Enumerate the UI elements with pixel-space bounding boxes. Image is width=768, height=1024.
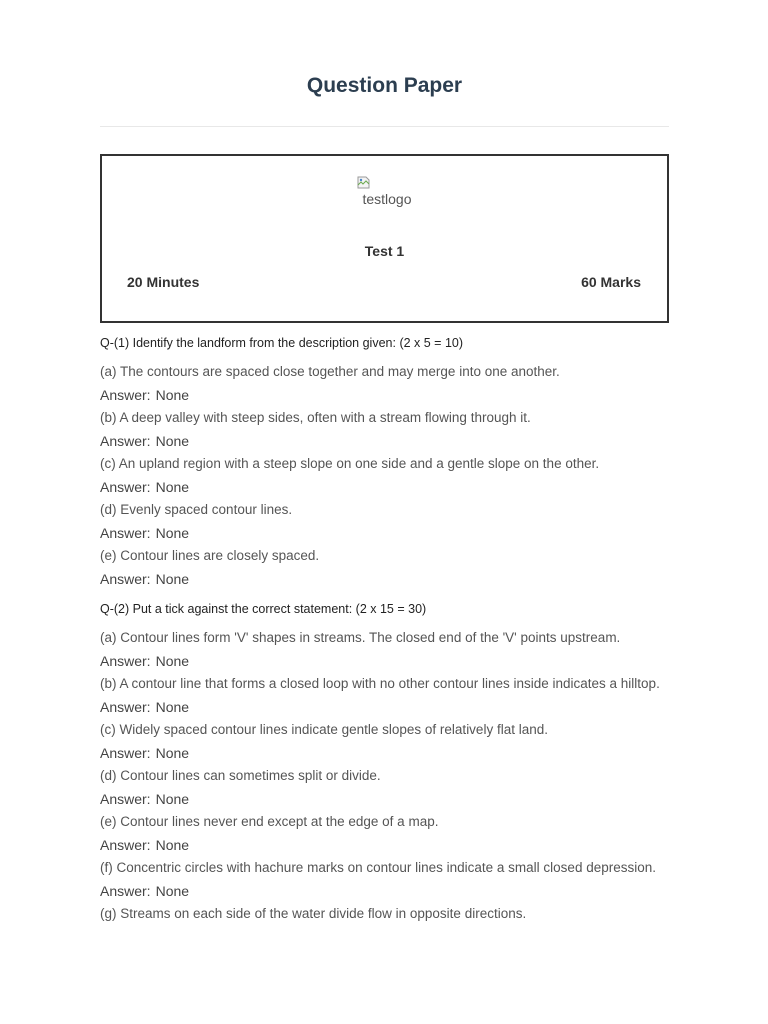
- answer-line: [100, 386, 680, 404]
- question-2: [100, 600, 680, 923]
- answer-value: None: [155, 791, 190, 807]
- question-item: (c) An upland region with a steep slope on one side and a gentle slope on the other.: [100, 456, 600, 471]
- question-item: (d) Contour lines can sometimes split or divide.: [100, 768, 381, 783]
- answer-value: None: [155, 571, 190, 587]
- broken-image-icon: [357, 176, 371, 190]
- answer-value: None: [155, 883, 190, 899]
- answer-line: [100, 744, 680, 762]
- question-item: (a) Contour lines form 'V' shapes in streams. The closed end of the 'V' points upstream.: [100, 630, 621, 645]
- question-item: (b) A deep valley with steep sides, often with a stream flowing through it.: [100, 410, 531, 425]
- answer-label: Answer:: [100, 699, 151, 715]
- question-1: [100, 334, 680, 588]
- title-divider: [100, 126, 669, 127]
- question-heading: Q-(2) Put a tick against the correct statement: (2 x 15 = 30): [100, 602, 427, 616]
- question-item: (d) Evenly spaced contour lines.: [100, 502, 293, 517]
- answer-line: [100, 478, 680, 496]
- answer-line: [100, 790, 680, 808]
- question-item: (e) Contour lines never end except at the edge of a map.: [100, 814, 439, 829]
- question-heading: Q-(1) Identify the landform from the description given: (2 x 5 = 10): [100, 336, 464, 350]
- question-item: (e) Contour lines are closely spaced.: [100, 548, 320, 563]
- answer-label: Answer:: [100, 571, 151, 587]
- answer-label: Answer:: [100, 745, 151, 761]
- questions-list: [100, 334, 680, 931]
- test-logo: [102, 176, 667, 209]
- answer-value: None: [155, 525, 190, 541]
- test-duration: 20 Minutes: [127, 274, 200, 290]
- test-total-marks: 60 Marks: [581, 274, 641, 290]
- question-item: (f) Concentric circles with hachure marks on contour lines indicate a small closed depression.: [100, 860, 656, 875]
- answer-value: None: [155, 745, 190, 761]
- answer-line: [100, 882, 680, 900]
- answer-line: [100, 698, 680, 716]
- test-name: Test 1: [364, 243, 405, 259]
- answer-label: Answer:: [100, 479, 151, 495]
- answer-line: [100, 570, 680, 588]
- test-header-box: [100, 154, 669, 323]
- answer-value: None: [155, 433, 190, 449]
- answer-label: Answer:: [100, 433, 151, 449]
- answer-line: [100, 432, 680, 450]
- question-item: (b) A contour line that forms a closed loop with no other contour lines inside indicates a hilltop.: [100, 676, 660, 691]
- answer-value: None: [155, 387, 190, 403]
- answer-line: [100, 524, 680, 542]
- question-item: (c) Widely spaced contour lines indicate gentle slopes of relatively flat land.: [100, 722, 548, 737]
- answer-value: None: [155, 837, 190, 853]
- answer-label: Answer:: [100, 653, 151, 669]
- answer-value: None: [155, 653, 190, 669]
- answer-value: None: [155, 699, 190, 715]
- answer-label: Answer:: [100, 525, 151, 541]
- answer-label: Answer:: [100, 791, 151, 807]
- answer-value: None: [155, 479, 190, 495]
- question-item: (a) The contours are spaced close together and may merge into one another.: [100, 364, 560, 379]
- question-item: (g) Streams on each side of the water divide flow in opposite directions.: [100, 906, 527, 921]
- logo-alt-text: testlogo: [362, 191, 412, 207]
- answer-label: Answer:: [100, 883, 151, 899]
- answer-line: [100, 836, 680, 854]
- page-title: Question Paper: [306, 74, 463, 97]
- answer-line: [100, 652, 680, 670]
- answer-label: Answer:: [100, 837, 151, 853]
- answer-label: Answer:: [100, 387, 151, 403]
